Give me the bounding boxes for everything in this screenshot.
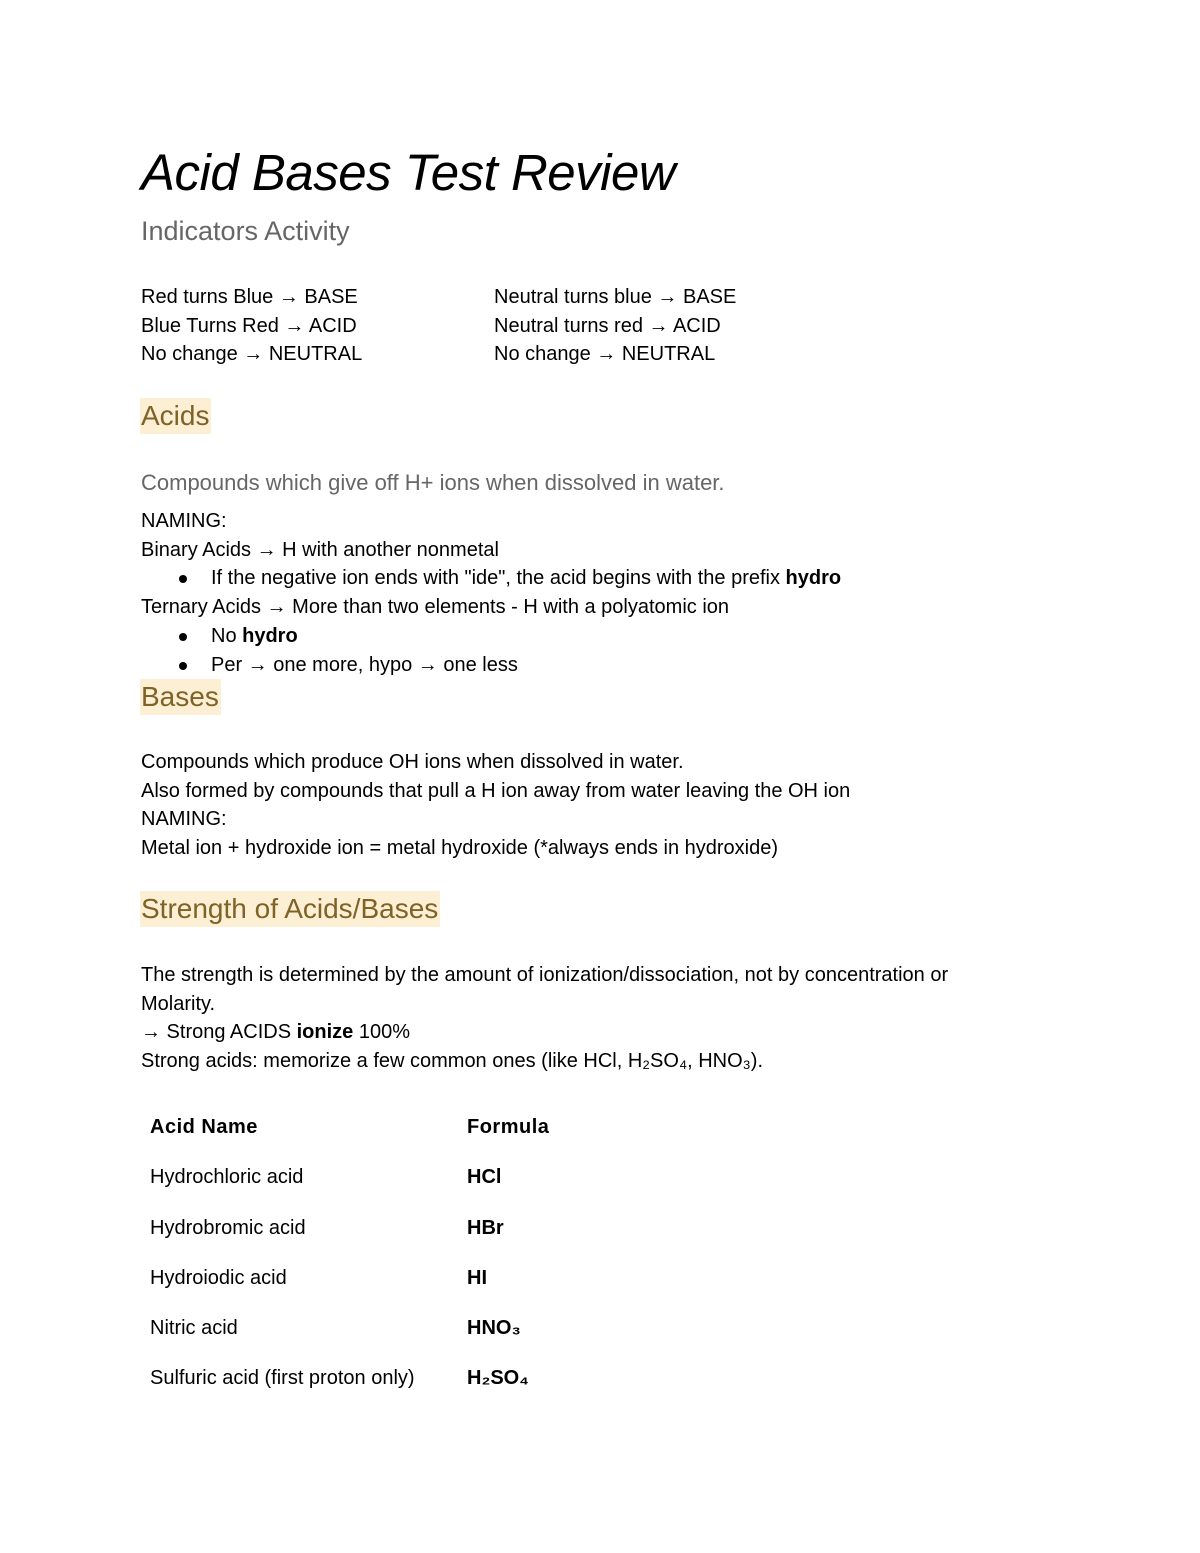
indicators-left-column (141, 283, 362, 369)
table-row (150, 1263, 710, 1313)
bases-line: Also formed by compounds that pull a H ion away from water leaving the OH ion (141, 779, 851, 802)
strength-heading: Strength of Acids/Bases (140, 891, 440, 927)
acid-name-cell: Nitric acid (150, 1317, 238, 1340)
indicator-line: No change → NEUTRAL (141, 343, 363, 366)
formula-cell: H₂SO₄ (467, 1367, 529, 1390)
binary-acids-line: Binary Acids → H with another nonmetal (141, 538, 499, 561)
acid-name-cell: Hydrochloric acid (150, 1166, 304, 1189)
bases-line: Metal ion + hydroxide ion = metal hydroxide (*always ends in hydroxide) (141, 837, 779, 860)
bullet-icon (179, 575, 187, 583)
strength-heading-wrap (140, 891, 440, 927)
formula-cell: HI (467, 1266, 487, 1289)
acids-heading: Acids (140, 398, 211, 434)
strength-block (141, 961, 948, 1076)
table-row (150, 1162, 710, 1212)
table-row (150, 1213, 710, 1263)
indicator-line: No change → NEUTRAL (494, 343, 716, 366)
indicators-right-column (494, 283, 736, 369)
binary-bullet-list (141, 564, 1041, 593)
acids-heading-wrap (140, 398, 211, 434)
list-item: Per → one more, hypo → one less (141, 651, 1041, 680)
strength-line: → Strong ACIDS ionize 100% (141, 1021, 411, 1044)
table-row (150, 1363, 710, 1413)
acid-name-cell: Hydrobromic acid (150, 1216, 306, 1239)
indicator-line: Neutral turns blue → BASE (494, 286, 737, 308)
bullet-icon (179, 662, 187, 670)
naming-label: NAMING: (141, 510, 227, 532)
list-item: No hydro (141, 622, 1041, 651)
strength-line: Molarity. (141, 992, 216, 1015)
naming-label: NAMING: (141, 808, 227, 831)
formula-cell: HNO₃ (467, 1317, 521, 1340)
indicator-line: Red turns Blue → BASE (141, 286, 358, 308)
formula-cell: HCl (467, 1166, 502, 1189)
acid-name-cell: Sulfuric acid (first proton only) (150, 1367, 415, 1390)
bullet-icon (179, 633, 187, 641)
formula-cell: HBr (467, 1216, 504, 1239)
page-subtitle: Indicators Activity (141, 216, 350, 246)
bases-heading: Bases (140, 679, 221, 715)
acids-naming-block (141, 507, 1041, 679)
list-item: If the negative ion ends with "ide", the acid begins with the prefix hydro (141, 564, 1041, 593)
bases-block (141, 748, 850, 863)
ternary-bullet-list (141, 622, 1041, 679)
acid-name-cell: Hydroiodic acid (150, 1266, 287, 1289)
bases-heading-wrap (140, 679, 221, 715)
column-header: Formula (467, 1116, 550, 1138)
ternary-acids-line: Ternary Acids → More than two elements - H with a polyatomic ion (141, 596, 730, 619)
strong-acids-table (150, 1112, 710, 1414)
bases-line: Compounds which produce OH ions when dissolved in water. (141, 751, 684, 773)
indicator-line: Neutral turns red → ACID (494, 314, 721, 337)
table-header-row (150, 1112, 710, 1162)
column-header: Acid Name (150, 1116, 258, 1138)
page-title: Acid Bases Test Review (141, 144, 676, 201)
strength-line: Strong acids: memorize a few common ones (like HCl, H₂SO₄, HNO₃). (141, 1050, 764, 1073)
indicator-line: Blue Turns Red → ACID (141, 314, 357, 337)
table-row (150, 1313, 710, 1363)
acids-definition: Compounds which give off H+ ions when dissolved in water. (141, 470, 725, 495)
strength-line: The strength is determined by the amount of ionization/dissociation, not by concentration or (141, 964, 949, 986)
